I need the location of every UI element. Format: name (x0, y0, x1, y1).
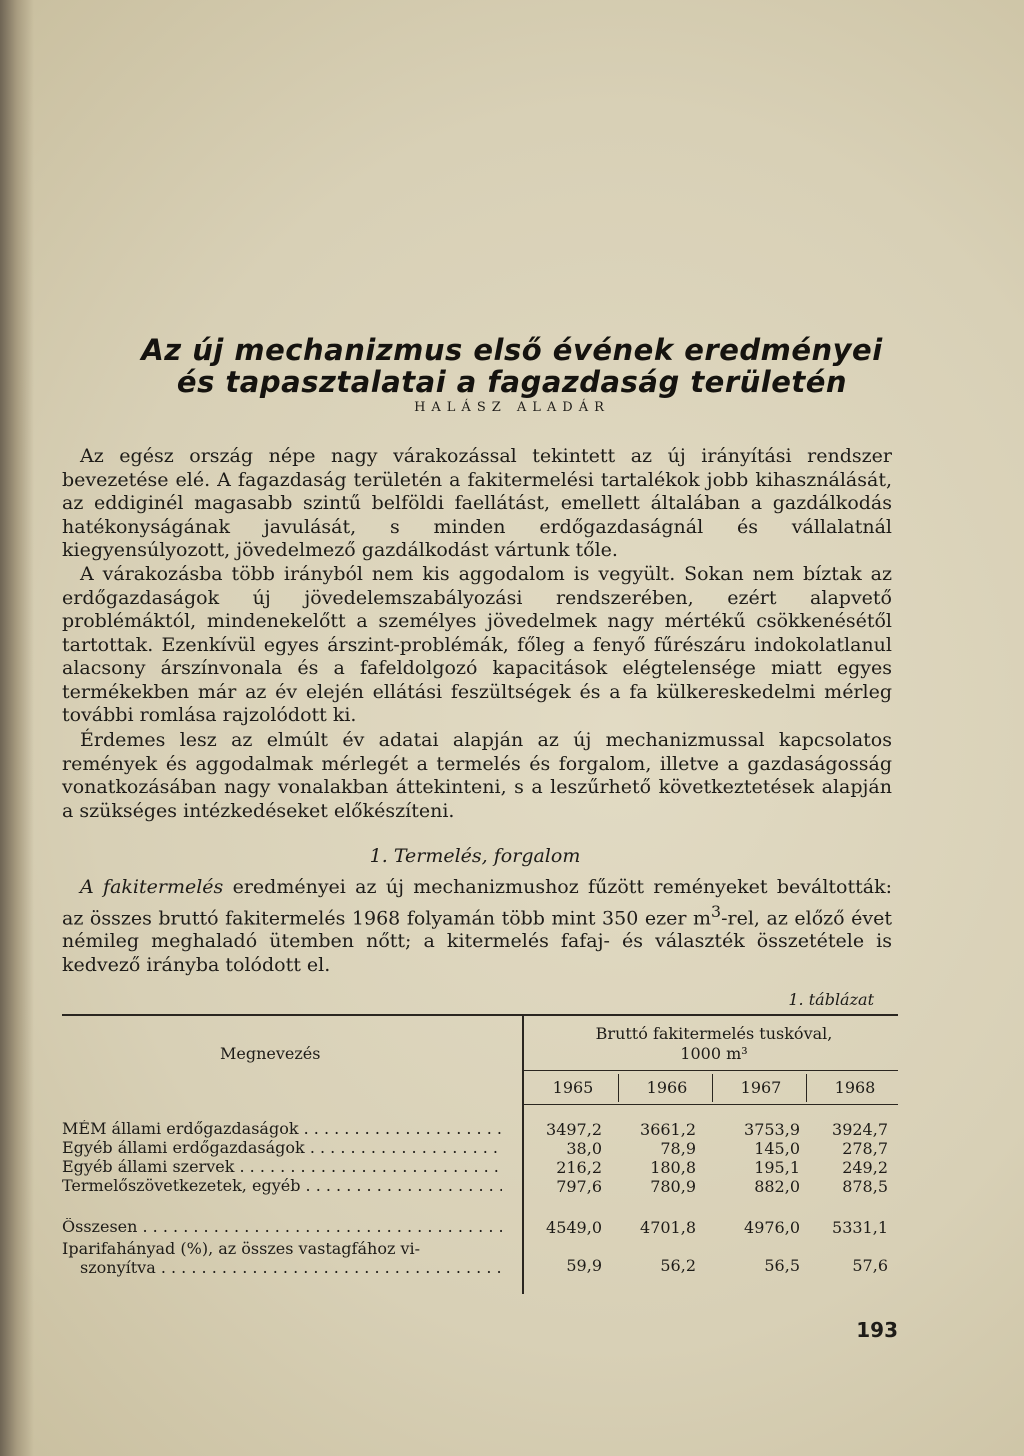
column-group-header-line-1: Bruttó fakitermelés tuskóval, (595, 1024, 833, 1043)
page-number: 193 (856, 1318, 898, 1342)
share-cell: 59,9 (566, 1256, 602, 1275)
year-divider-3 (806, 1074, 807, 1102)
table-cell: 249,2 (842, 1158, 888, 1177)
article-title-line-1: Az új mechanizmus első évének eredményei (141, 333, 883, 367)
table-header-bottom-rule (522, 1104, 898, 1105)
table-cell: 180,8 (650, 1158, 696, 1177)
row-label: Egyéb állami szervek . . . (62, 1158, 502, 1176)
total-label: Összesen . . . (62, 1218, 502, 1236)
superscript: 3 (711, 901, 722, 921)
paragraph-1: Az egész ország népe nagy várakozással tekintett az új irányítási rendszer bevezetése elé. A fagazdaság területén a fakitermelési tartalékok jobb kihasználását, az eddiginél magasabb szintű belföldi faellátást, emellett általában a gazdálkodás hatékonyságának javulását, s minden erdőgazdaságnál és vállalatnál kiegyensúlyozott, jövedelmező gazdálkodást vártunk tőle. (62, 445, 892, 561)
article-title-line-2: és tapasztalatai a fagazdaság területén (176, 365, 848, 399)
column-header-1968: 1968 (834, 1078, 876, 1097)
table-cell: 145,0 (754, 1139, 800, 1158)
column-header-1967: 1967 (740, 1078, 782, 1097)
paragraph-section-text-2: -rel, az előző évet némileg meghaladó ütemben nőtt; a kitermelés fafaj- és választék összetétele is kedvező irányba tolódott el. (62, 906, 892, 976)
table-cell: 797,6 (556, 1177, 602, 1196)
share-label-line-1: Iparifahányad (%), az összes vastagfához vi- (62, 1239, 421, 1258)
table-top-rule (62, 1014, 898, 1016)
row-label: MÉM állami erdőgazdaságok . . . (62, 1120, 502, 1138)
table-group-rule (522, 1070, 898, 1071)
total-cell: 4976,0 (744, 1218, 800, 1237)
row-label: Egyéb állami erdőgazdaságok . . . (62, 1139, 502, 1157)
table-cell: 278,7 (842, 1139, 888, 1158)
table-caption: 1. táblázat (788, 990, 874, 1009)
lead-emphasis: A fakitermelés (80, 876, 224, 898)
paragraph-section-1 (62, 876, 892, 977)
table-cell: 3924,7 (832, 1120, 888, 1139)
column-group-header (530, 1024, 898, 1064)
share-cell: 57,6 (852, 1256, 888, 1275)
table-cell: 3753,9 (744, 1120, 800, 1139)
table-cell: 3661,2 (640, 1120, 696, 1139)
total-cell: 4701,8 (640, 1218, 696, 1237)
total-cell: 4549,0 (546, 1218, 602, 1237)
paragraph-2: A várakozásba több irányból nem kis aggodalom is vegyült. Sokan nem bíztak az erdőgazdaságok új jövedelemszabályozási rendszerében, ezért alapvető problémáktól, mindenekelőtt a személyes jövedelmek nagy mértékű csökkenésétől tartottak. Ezenkívül egyes árszint-problémák, főleg a fenyő fűrészáru indokolatlanul alacsony árszínvonala és a fafeldolgozó kapacitások elégtelensége miatt egyes termékekben már az év elején ellátási feszültségek és a fa külkereskedelmi mérleg további romlása rajzolódott ki. (62, 563, 892, 726)
year-divider-2 (712, 1074, 713, 1102)
year-divider-1 (618, 1074, 619, 1102)
table-cell: 780,9 (650, 1177, 696, 1196)
table-cell: 195,1 (754, 1158, 800, 1177)
column-header-1966: 1966 (646, 1078, 688, 1097)
row-label: Termelőszövetkezetek, egyéb . . . (62, 1177, 502, 1195)
share-cell: 56,5 (764, 1256, 800, 1275)
author-name: HALÁSZ ALADÁR (414, 400, 610, 415)
table-cell: 78,9 (660, 1139, 696, 1158)
section-heading: 1. Termelés, forgalom (369, 845, 581, 867)
table-cell: 216,2 (556, 1158, 602, 1177)
column-group-header-line-2: 1000 m³ (680, 1044, 748, 1063)
paragraph-3: Érdemes lesz az elmúlt év adatai alapján az új mechanizmussal kapcsolatos remények és aggodalmak mérlegét a termelés és forgalom, illetve a gazdaságosság vonatkozásában nagy vonalakban áttekinteni, s a leszűrhető következtetések alapján a szükséges intézkedéseket előkészíteni. (62, 729, 892, 822)
page-fold-shadow (0, 0, 34, 1456)
table-cell: 878,5 (842, 1177, 888, 1196)
total-cell: 5331,1 (832, 1218, 888, 1237)
table-cell: 3497,2 (546, 1120, 602, 1139)
column-header-1965: 1965 (552, 1078, 594, 1097)
share-cell: 56,2 (660, 1256, 696, 1275)
table-cell: 882,0 (754, 1177, 800, 1196)
column-header-name: Megnevezés (220, 1044, 321, 1063)
table-cell: 38,0 (566, 1139, 602, 1158)
share-label (62, 1238, 512, 1277)
share-label-line-2: szonyítva . . . (80, 1259, 502, 1277)
paragraph-section-text-1: eredményei az új mechanizmushoz fűzött reményeket beváltották: az összes bruttó fakitermelés 1968 folyamán több mint 350 ezer m (62, 876, 892, 929)
